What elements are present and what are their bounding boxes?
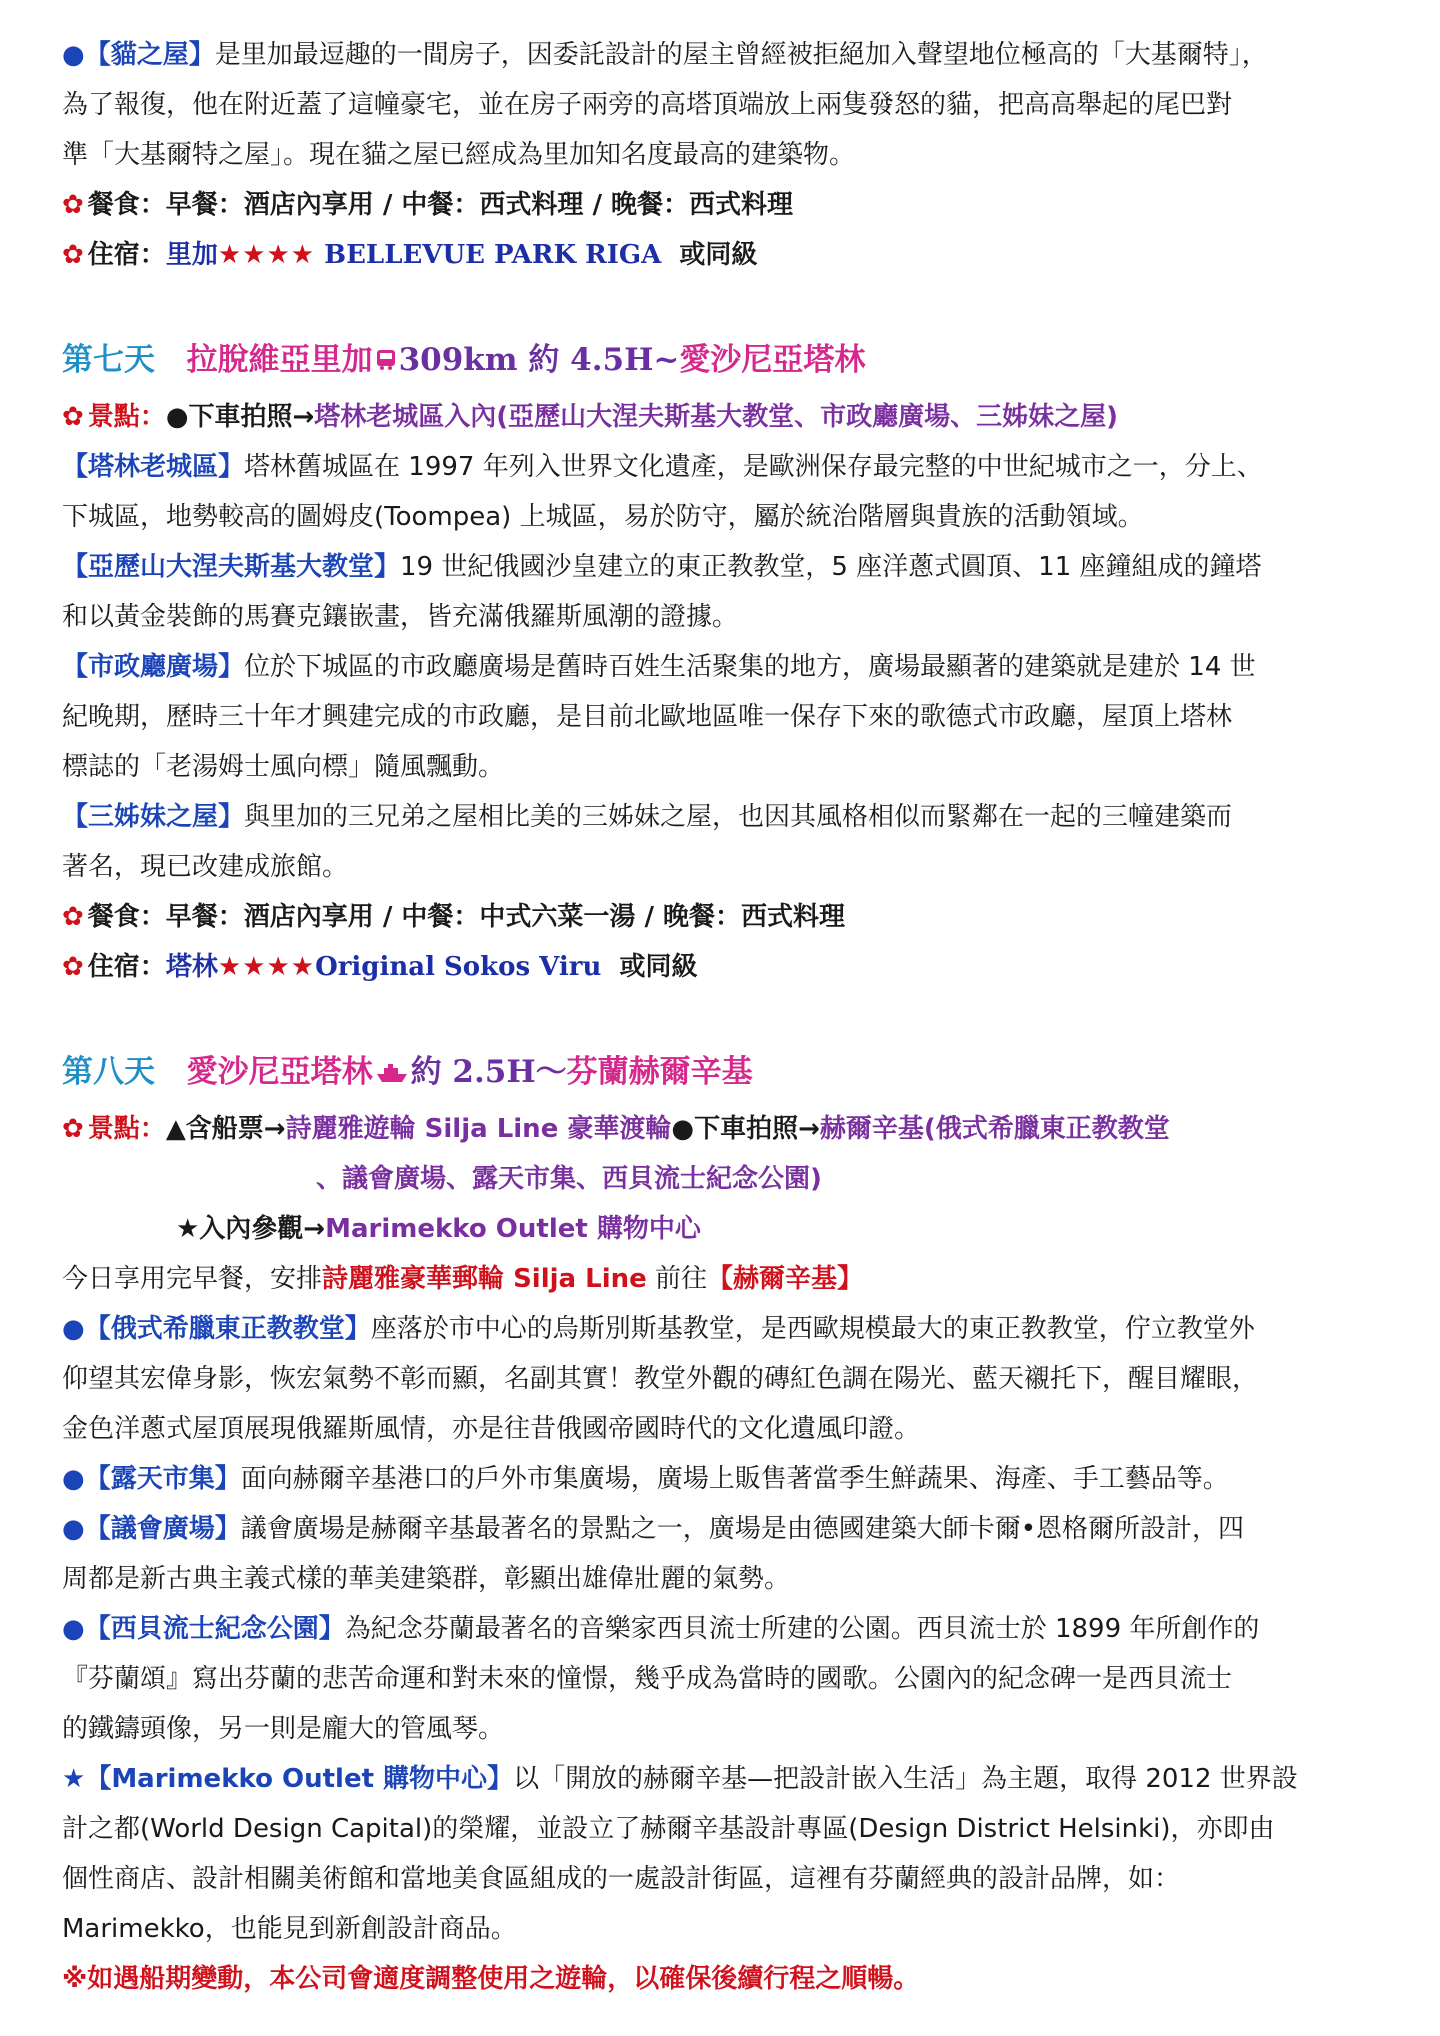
paragraph-text: 議會廣場是赫爾辛基最著名的景點之一，廣場是由德國建築大師卡爾•恩格爾所設計，四 xyxy=(240,1514,1245,1544)
route-from: 愛沙尼亞塔林 xyxy=(186,1054,373,1090)
hotel-suffix: 或同級 xyxy=(661,240,758,270)
ship-icon xyxy=(375,1052,409,1096)
marimekko-line-1 xyxy=(62,1760,1298,1800)
market-title: 【露天市集】 xyxy=(84,1464,241,1494)
paragraph-text: 下城區，地勢較高的圖姆皮(Toompea) 上城區，易於防守，屬於統治階層與貴族的活動領域。 xyxy=(62,502,1144,532)
day8-sights-2 xyxy=(316,1160,822,1200)
sibelius-title: 【西貝流士紀念公園】 xyxy=(84,1614,345,1644)
cathedral-line-1 xyxy=(62,548,1262,588)
paragraph-text: 面向赫爾辛基港口的戶外市集廣場，廣場上販售著當季生鮮蔬果、海產、手工藝品等。 xyxy=(240,1464,1229,1494)
hotel-suffix: 或同級 xyxy=(601,952,698,982)
star-icon: ★ xyxy=(62,1764,86,1794)
sights-label: 景點： xyxy=(87,1114,166,1144)
visit-note: ★入內參觀→ xyxy=(176,1214,326,1244)
route-from: 拉脫維亞里加 xyxy=(186,342,373,378)
paragraph-text: 為了報復，他在附近蓋了這幢豪宅，並在房子兩旁的高塔頂端放上兩隻發怒的貓，把高高舉起的尾巴對 xyxy=(62,90,1233,120)
bullet-icon: ● xyxy=(62,1514,85,1544)
intro-text: 前往 xyxy=(646,1264,708,1294)
day-label: 第八天 xyxy=(62,1054,155,1090)
marimekko-line-4 xyxy=(62,1910,517,1950)
sights-list: 赫爾辛基(俄式希臘東正教教堂 xyxy=(819,1114,1170,1144)
old-town-title: 【塔林老城區】 xyxy=(62,452,245,482)
route-to: 愛沙尼亞塔林 xyxy=(679,342,866,378)
bullet-icon: ● xyxy=(62,1464,85,1494)
orthodox-line-1 xyxy=(62,1310,1255,1350)
cruise-name: 詩麗雅豪華郵輪 Silja Line xyxy=(322,1264,647,1294)
cruise-change-notice xyxy=(62,1960,919,2000)
day6-meal xyxy=(62,186,793,226)
paragraph-text: 著名，現已改建成旅館。 xyxy=(62,852,349,882)
flower-icon: ✿ xyxy=(62,1114,84,1144)
town-hall-line-3 xyxy=(62,748,504,788)
cathedral-line-2 xyxy=(62,598,738,638)
cathedral-title: 【亞歷山大涅夫斯基大教堂】 xyxy=(62,552,401,582)
senate-title: 【議會廣場】 xyxy=(84,1514,241,1544)
bullet-icon: ● xyxy=(62,1614,85,1644)
orthodox-line-3 xyxy=(62,1410,920,1450)
bullet-icon: ● xyxy=(62,40,85,70)
paragraph-text: 紀晚期，歷時三十年才興建完成的市政廳，是目前北歐地區唯一保存下來的歌德式市政廳，屋頂上塔林 xyxy=(62,702,1233,732)
paragraph-text: 周都是新古典主義式樣的華美建築群，彰顯出雄偉壯麗的氣勢。 xyxy=(62,1564,791,1594)
hotel-name: BELLEVUE PARK RIGA xyxy=(315,240,662,270)
old-town-line-1 xyxy=(62,448,1263,488)
paragraph-text: 金色洋蔥式屋頂展現俄羅斯風情，亦是往昔俄國帝國時代的文化遺風印證。 xyxy=(62,1414,921,1444)
bus-icon xyxy=(375,340,397,384)
flower-icon: ✿ xyxy=(62,902,84,932)
hotel-name: Original Sokos Viru xyxy=(315,952,602,982)
day-label: 第七天 xyxy=(62,342,155,378)
marimekko-line-2 xyxy=(62,1810,1275,1850)
sisters-title: 【三姊妹之屋】 xyxy=(62,802,245,832)
meal-text: 餐食：早餐：酒店內享用 / 中餐：西式料理 / 晚餐：西式料理 xyxy=(87,190,793,220)
old-town-line-2 xyxy=(62,498,1144,538)
day8-intro xyxy=(62,1260,863,1300)
paragraph-text: 的鐵鑄頭像，另一則是龐大的管風琴。 xyxy=(62,1714,505,1744)
cat-house-line-2 xyxy=(62,86,1232,126)
paragraph-text: 為紀念芬蘭最著名的音樂家西貝流士所建的公園。西貝流士於 1899 年所創作的 xyxy=(344,1614,1260,1644)
star-rating: ★★★★ xyxy=(217,952,316,982)
senate-line-1 xyxy=(62,1510,1244,1550)
sibelius-line-1 xyxy=(62,1610,1259,1650)
ticket-note: ▲含船票→ xyxy=(165,1114,286,1144)
orthodox-line-2 xyxy=(62,1360,1258,1400)
intro-text: 今日享用完早餐，安排 xyxy=(62,1264,323,1294)
sights-list: 、議會廣場、露天市集、西貝流士紀念公園) xyxy=(316,1164,822,1194)
day7-hotel xyxy=(62,948,698,988)
cat-house-line-1 xyxy=(62,36,1268,76)
paragraph-text: 『芬蘭頌』寫出芬蘭的悲苦命運和對未來的憧憬，幾乎成為當時的國歌。公園內的紀念碑一是西貝流士 xyxy=(62,1664,1233,1694)
route-to: 芬蘭赫爾辛基 xyxy=(566,1054,753,1090)
meal-text: 餐食：早餐：酒店內享用 / 中餐：中式六菜一湯 / 晚餐：西式料理 xyxy=(87,902,845,932)
cat-house-title: 【貓之屋】 xyxy=(84,40,215,70)
day8-heading xyxy=(62,1050,753,1096)
hotel-city: 里加 xyxy=(165,240,218,270)
orthodox-title: 【俄式希臘東正教教堂】 xyxy=(84,1314,371,1344)
paragraph-text: Marimekko，也能見到新創設計商品。 xyxy=(62,1914,517,1944)
sibelius-line-3 xyxy=(62,1710,504,1750)
flower-icon: ✿ xyxy=(62,952,84,982)
sisters-line-2 xyxy=(62,848,348,888)
town-hall-line-1 xyxy=(62,648,1256,688)
paragraph-text: 準「大基爾特之屋」。現在貓之屋已經成為里加知名度最高的建築物。 xyxy=(62,140,856,170)
paragraph-text: 是里加最逗趣的一間房子，因委託設計的屋主曾經被拒絕加入聲望地位極高的「大基爾特」， xyxy=(214,40,1268,70)
flower-icon: ✿ xyxy=(62,402,84,432)
paragraph-text: 塔林舊城區在 1997 年列入世界文化遺產，是歐洲保存最完整的中世紀城市之一，分上、 xyxy=(244,452,1263,482)
paragraph-text: 標誌的「老湯姆士風向標」隨風飄動。 xyxy=(62,752,505,782)
day8-sights-1 xyxy=(62,1110,1170,1150)
day7-sights xyxy=(62,398,1118,438)
marimekko-title: 【Marimekko Outlet 購物中心】 xyxy=(85,1764,514,1794)
paragraph-text: 和以黃金裝飾的馬賽克鑲嵌畫，皆充滿俄羅斯風潮的證據。 xyxy=(62,602,739,632)
day7-heading xyxy=(62,338,865,384)
paragraph-text: 位於下城區的市政廳廣場是舊時百姓生活聚集的地方，廣場最顯著的建築就是建於 14 世 xyxy=(244,652,1256,682)
cruise-name: 詩麗雅遊輪 Silja Line 豪華渡輪 xyxy=(285,1114,672,1144)
photo-stop: ●下車拍照→ xyxy=(165,402,315,432)
paragraph-text: 仰望其宏偉身影，恢宏氣勢不彰而顯，名副其實！教堂外觀的磚紅色調在陽光、藍天襯托下，醒目耀眼， xyxy=(62,1364,1259,1394)
hotel-label: 住宿： xyxy=(87,240,166,270)
sisters-line-1 xyxy=(62,798,1232,838)
outlet-name: Marimekko Outlet 購物中心 xyxy=(325,1214,701,1244)
star-rating: ★★★★ xyxy=(217,240,316,270)
town-hall-line-2 xyxy=(62,698,1232,738)
sights-list: 塔林老城區入內(亞歷山大涅夫斯基大教堂、市政廳廣場、三姊妹之屋) xyxy=(314,402,1119,432)
flower-icon: ✿ xyxy=(62,240,84,270)
bullet-icon: ● xyxy=(62,1314,85,1344)
day8-sights-3 xyxy=(176,1210,701,1250)
paragraph-text: 以「開放的赫爾辛基—把設計嵌入生活」為主題，取得 2012 世界設 xyxy=(513,1764,1298,1794)
day7-meal xyxy=(62,898,845,938)
senate-line-2 xyxy=(62,1560,790,1600)
destination: 【赫爾辛基】 xyxy=(707,1264,864,1294)
route-distance: 約 2.5H～ xyxy=(410,1054,567,1090)
paragraph-text: 計之都(World Design Capital)的榮耀，並設立了赫爾辛基設計專區(Design District Helsinki)，亦即由 xyxy=(62,1814,1275,1844)
sights-label: 景點： xyxy=(87,402,166,432)
cat-house-line-3 xyxy=(62,136,855,176)
paragraph-text: 與里加的三兄弟之屋相比美的三姊妹之屋，也因其風格相似而緊鄰在一起的三幢建築而 xyxy=(244,802,1233,832)
town-hall-title: 【市政廳廣場】 xyxy=(62,652,245,682)
notice-text: ※如遇船期變動，本公司會適度調整使用之遊輪，以確保後續行程之順暢。 xyxy=(62,1964,920,1994)
paragraph-text: 座落於市中心的烏斯別斯基教堂，是西歐規模最大的東正教教堂，佇立教堂外 xyxy=(370,1314,1255,1344)
hotel-label: 住宿： xyxy=(87,952,166,982)
photo-stop: ●下車拍照→ xyxy=(671,1114,820,1144)
sibelius-line-2 xyxy=(62,1660,1232,1700)
day6-hotel xyxy=(62,236,757,276)
paragraph-text: 19 世紀俄國沙皇建立的東正教教堂，5 座洋蔥式圓頂、11 座鐘組成的鐘塔 xyxy=(400,552,1262,582)
route-distance: 309km 約 4.5H~ xyxy=(398,342,680,378)
flower-icon: ✿ xyxy=(62,190,84,220)
market-line-1 xyxy=(62,1460,1229,1500)
hotel-city: 塔林 xyxy=(165,952,218,982)
paragraph-text: 個性商店、設計相關美術館和當地美食區組成的一處設計街區，這裡有芬蘭經典的設計品牌，如： xyxy=(62,1864,1181,1894)
marimekko-line-3 xyxy=(62,1860,1180,1900)
